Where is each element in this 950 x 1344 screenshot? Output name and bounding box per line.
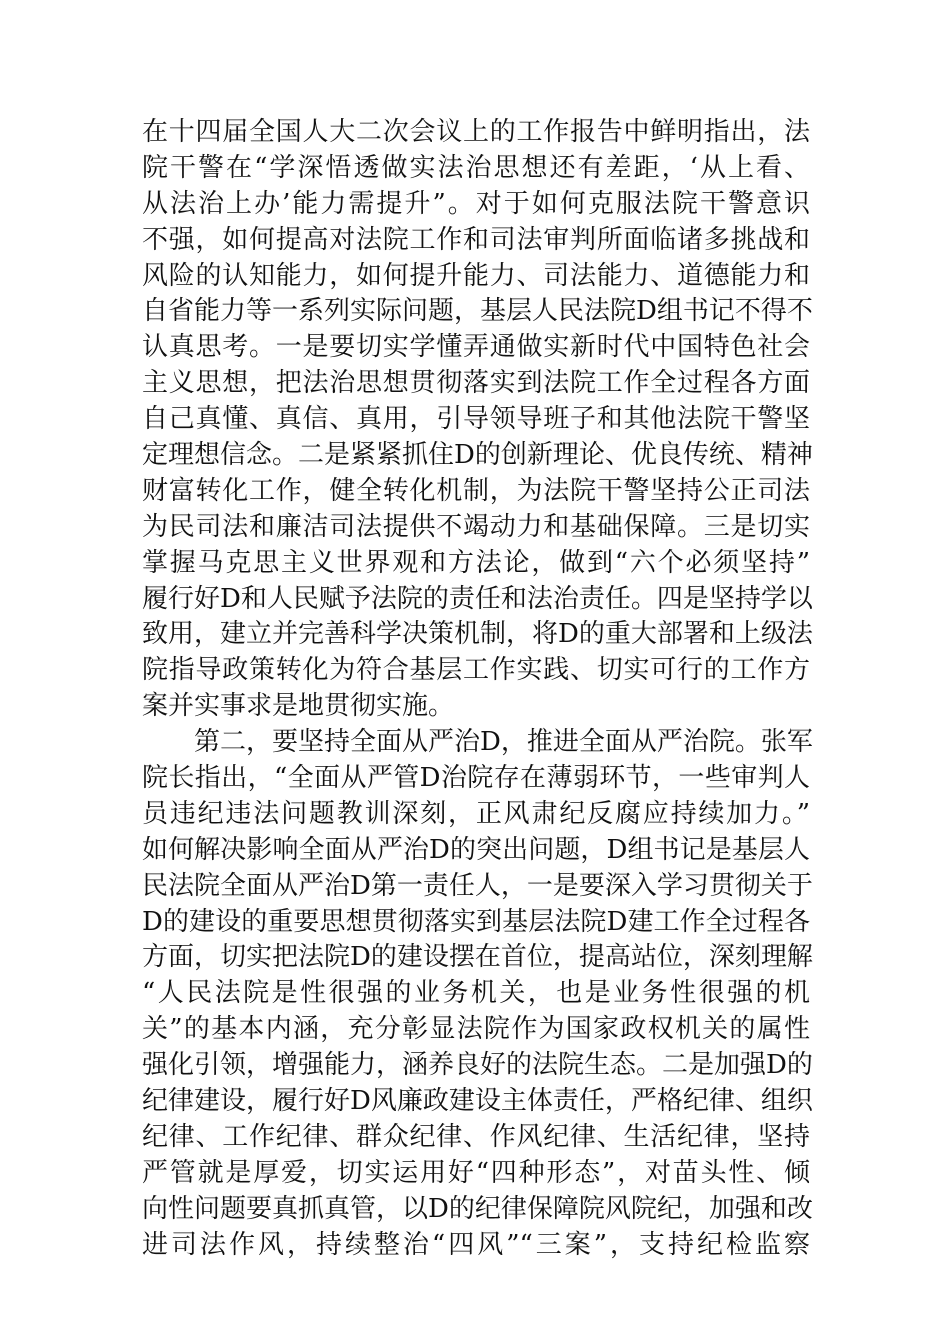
text-line: 院指导政策转化为符合基层工作实践、切实可行的工作方 <box>142 655 810 686</box>
text-line: 不强，如何提高对法院工作和司法审判所面临诸多挑战和 <box>142 224 810 255</box>
text-line: 民法院全面从严治D第一责任人，一是要深入学习贯彻关于 <box>142 870 813 901</box>
paragraph-start-line: 第二，要坚持全面从严治D，推进全面从严治院。张军 <box>194 727 813 758</box>
text-line: 员违纪违法问题教训深刻，正风肃纪反腐应持续加力。” <box>142 798 810 829</box>
text-line: 致用，建立并完善科学决策机制，将D的重大部署和上级法 <box>142 619 813 650</box>
text-line: 风险的认知能力，如何提升能力、司法能力、道德能力和 <box>142 260 810 291</box>
document-body-text <box>142 115 813 1264</box>
text-line: 院干警在“学深悟透做实法治思想还有差距，‘从上看、 <box>142 152 810 183</box>
text-line: 关”的基本内涵，充分彰显法院作为国家政权机关的属性 <box>142 1014 810 1045</box>
text-line: D的建设的重要思想贯彻落实到基层法院D建工作全过程各 <box>142 906 810 937</box>
text-line: 进司法作风，持续整治“四风”“三案”，支持纪检监察 <box>142 1229 810 1260</box>
text-line: 为民司法和廉洁司法提供不竭动力和基础保障。三是切实 <box>142 511 810 542</box>
text-line: 强化引领，增强能力，涵养良好的法院生态。二是加强D的 <box>142 1050 813 1081</box>
text-line: 自省能力等一系列实际问题，基层人民法院D组书记不得不 <box>142 296 813 327</box>
text-line: 认真思考。一是要切实学懂弄通做实新时代中国特色社会 <box>142 332 810 363</box>
text-line: 纪律建设，履行好D风廉政建设主体责任，严格纪律、组织 <box>142 1086 813 1117</box>
text-line: 向性问题要真抓真管，以D的纪律保障院风院纪，加强和改 <box>142 1193 813 1224</box>
text-line: 掌握马克思主义世界观和方法论，做到“六个必须坚持” <box>142 547 810 578</box>
text-line: 履行好D和人民赋予法院的责任和法治责任。四是坚持学以 <box>142 583 813 614</box>
text-line: 方面，切实把法院D的建设摆在首位，提高站位，深刻理解 <box>142 942 813 973</box>
text-line: 主义思想，把法治思想贯彻落实到法院工作全过程各方面 <box>142 368 810 399</box>
text-line: 在十四届全国人大二次会议上的工作报告中鲜明指出，法 <box>142 117 810 147</box>
text-line: 自己真懂、真信、真用，引导领导班子和其他法院干警坚 <box>142 404 810 435</box>
text-line: 如何解决影响全面从严治D的突出问题，D组书记是基层人 <box>142 834 810 865</box>
text-line: 院长指出，“全面从严管D治院存在薄弱环节，一些审判人 <box>142 763 810 794</box>
text-line: 案并实事求是地贯彻实施。 <box>142 691 455 722</box>
text-line: 严管就是厚爱，切实运用好“四种形态”，对苗头性、倾 <box>142 1157 810 1188</box>
text-line: 财富转化工作，健全转化机制，为法院干警坚持公正司法 <box>142 475 810 506</box>
text-line: 纪律、工作纪律、群众纪律、作风纪律、生活纪律，坚持 <box>142 1121 810 1152</box>
text-line: “人民法院是性很强的业务机关，也是业务性很强的机 <box>142 978 810 1009</box>
text-line: 定理想信念。二是紧紧抓住D的创新理论、优良传统、精神 <box>142 440 813 471</box>
text-line: 从法治上办’能力需提升”。对于如何克服法院干警意识 <box>142 188 810 219</box>
